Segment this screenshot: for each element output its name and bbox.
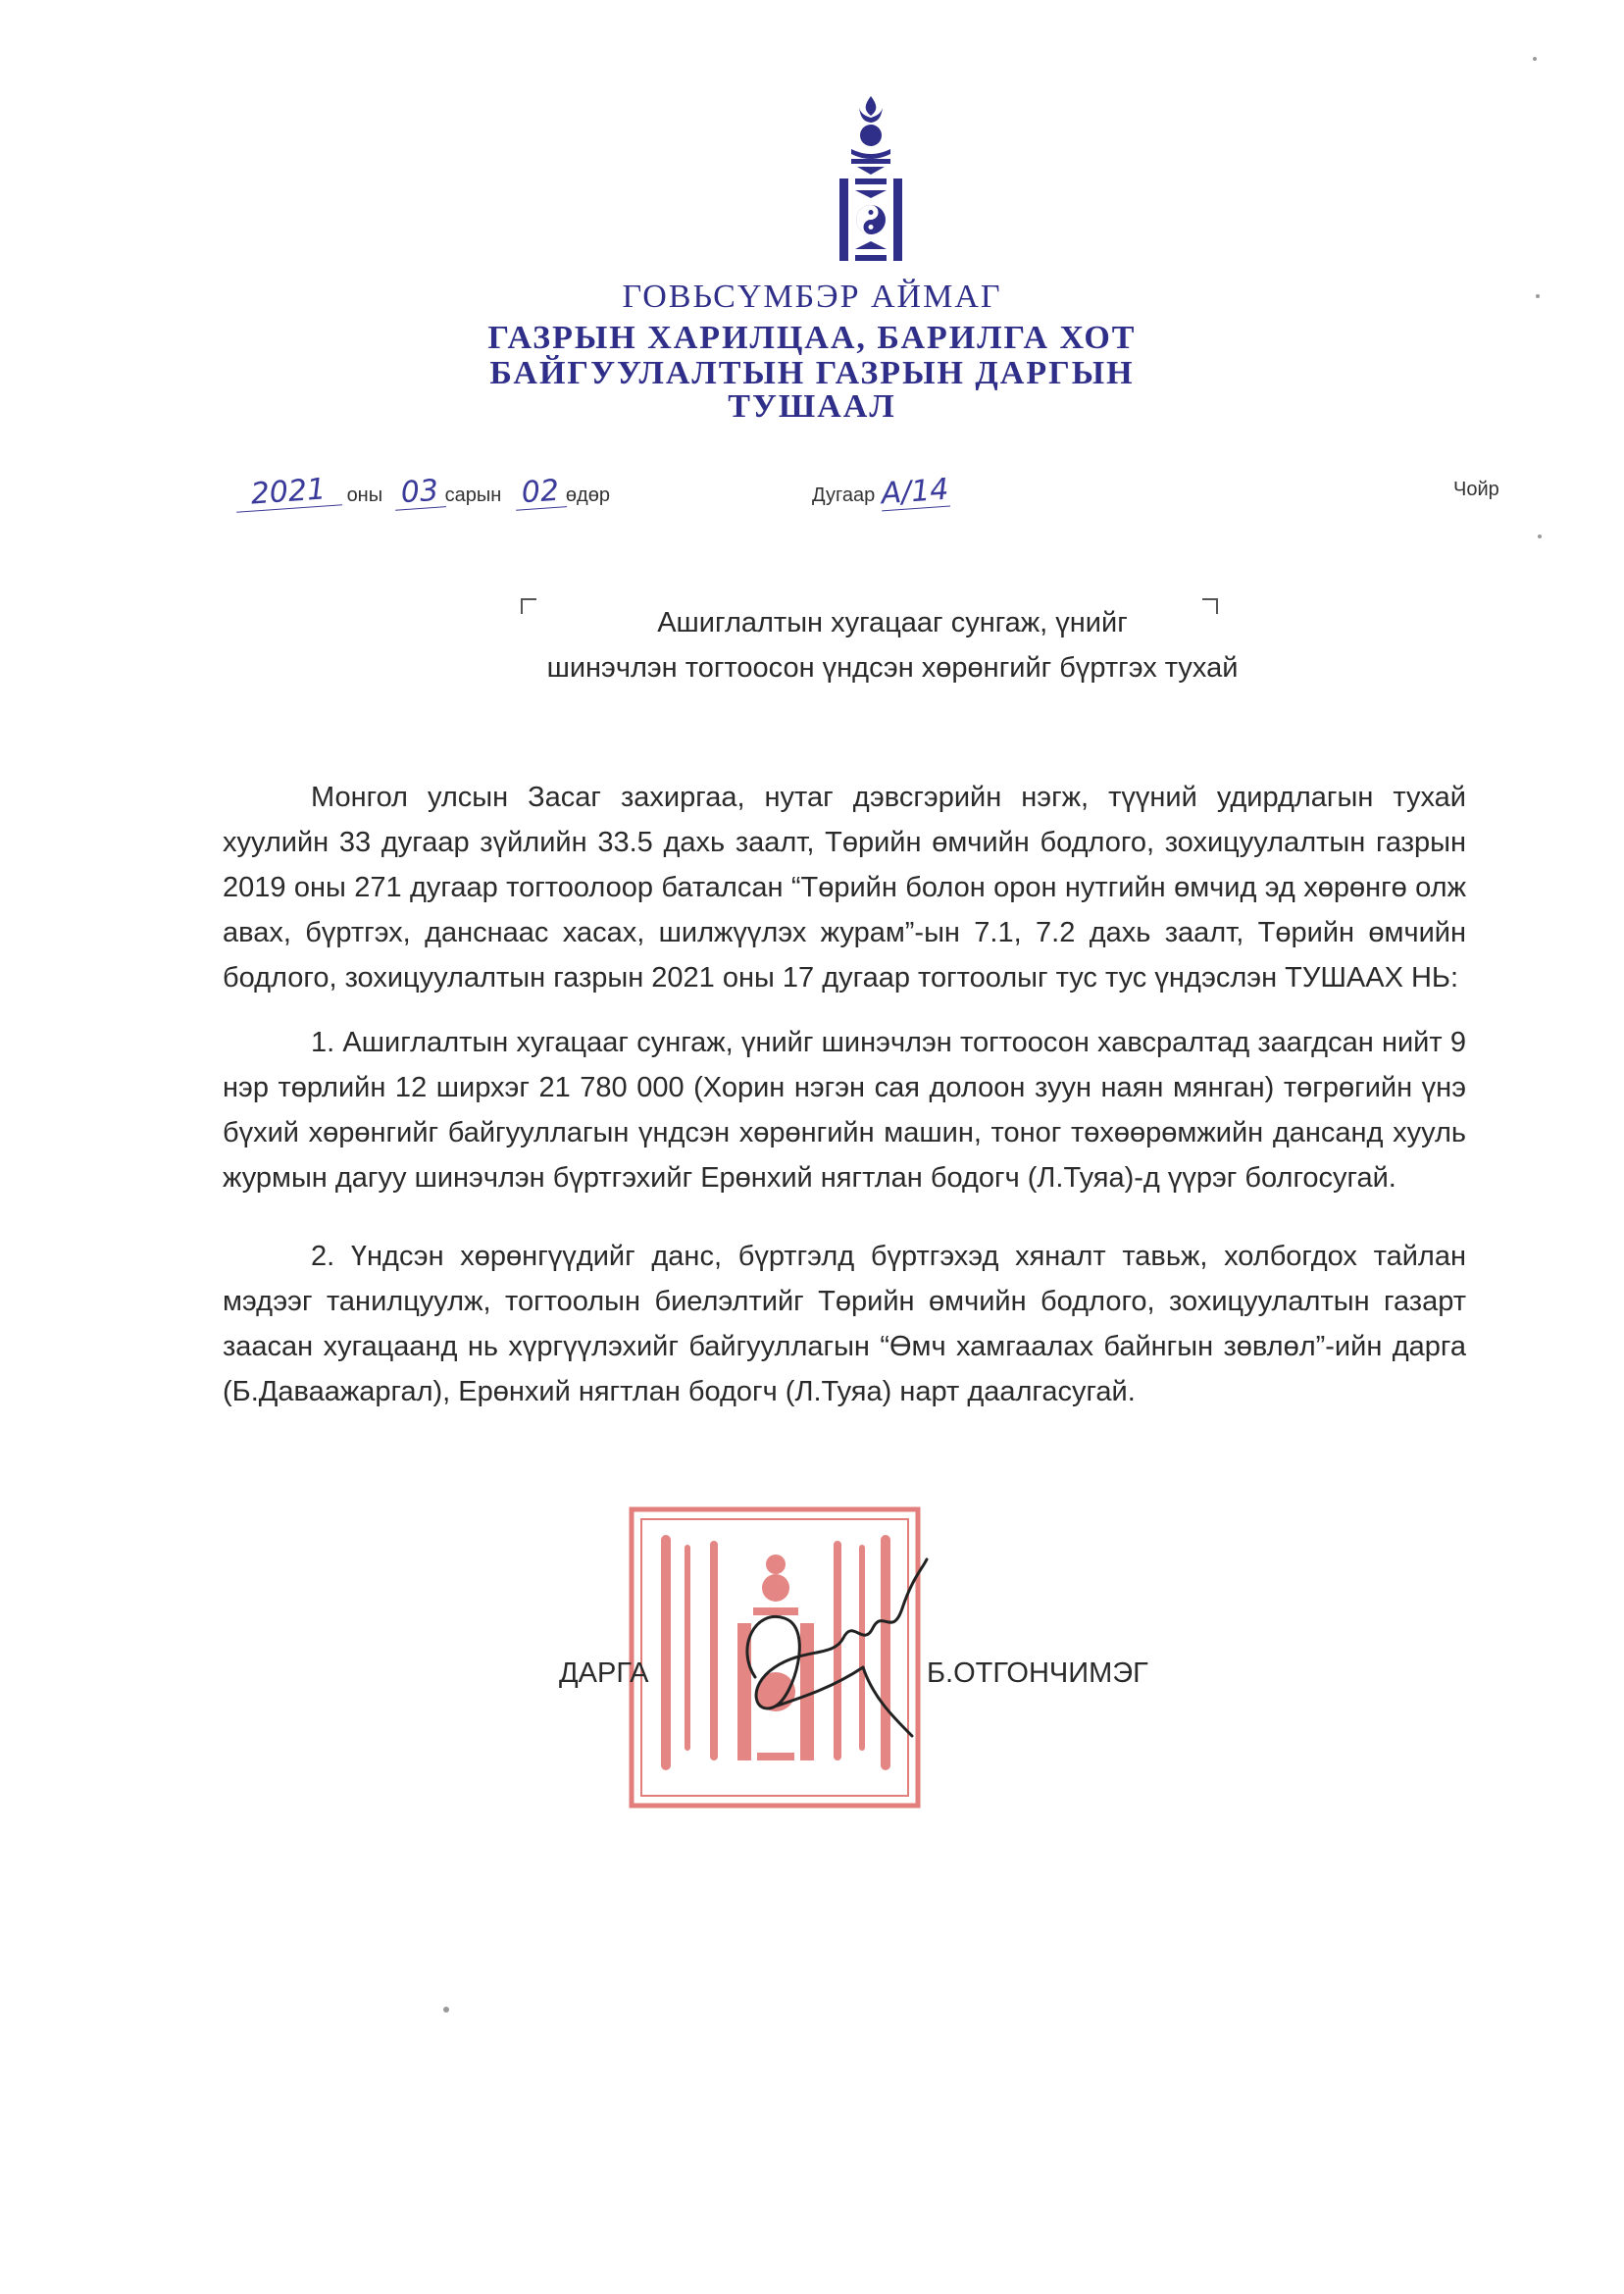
subject-line1: Ашиглалтын хугацааг сунгаж, үнийг — [657, 607, 1128, 638]
order-item-1: 1. Ашиглалтын хугацааг сунгаж, үнийг шинэчлэн тогтоосон хавсралтад заагдсан нийт 9 нэр төрлийн 12 ширхэг 21 780 000 (Хорин нэгэн сая долоон зуун наян мянган) төгрөгийн үнэ бүхий хөрөнгийг байгууллагын үндсэн хөрөнгийн машин, тоног төхөөрөмжийн дансанд хууль журмын дагуу шинэчлэн бүртгэхийг Ерөнхий нягтлан бодогч (Л.Туяа)-д үүрэг болгосугай. — [223, 1027, 1466, 1194]
signer-name: Б.ОТГОНЧИМЭГ — [927, 1657, 1148, 1689]
scan-speck — [1533, 57, 1537, 61]
date-month-label: сарын — [444, 484, 502, 506]
document-number-label: Дугаар — [812, 484, 876, 506]
scan-speck — [1536, 294, 1540, 298]
organization-name-line2: БАЙГУУЛАЛТЫН ГАЗРЫН ДАРГЫН — [489, 355, 1135, 391]
date-month: 03 — [393, 475, 446, 511]
signer-role: ДАРГА — [559, 1657, 649, 1689]
scan-speck — [443, 2007, 449, 2013]
organization-name-line1: ГАЗРЫН ХАРИЛЦАА, БАРИЛГА ХОТ — [487, 320, 1137, 356]
issuing-region: ГОВЬСҮМБЭР АЙМАГ — [622, 279, 1002, 315]
date-year: 2021 — [234, 473, 342, 512]
order-item-2: 2. Үндсэн хөрөнгүүдийг данс, бүртгэлд бүртгэхэд хяналт тавьж, холбогдох тайлан мэдээг танилцуулж, тогтоолын биелэлтийг Төрийн өмчийн бодлого, зохицуулалтын газарт заасан хугацаанд нь хүргүүлэхийг байгууллагын “Өмч хамгаалах байнгын зөвлөл”-ийн дарга (Б.Даваажаргал), Ерөнхий нягтлан бодогч (Л.Туяа) нарт даалгасугай. — [223, 1241, 1466, 1407]
scan-speck — [1538, 535, 1542, 538]
document-date — [235, 472, 610, 512]
document-type: ТУШААЛ — [728, 388, 896, 425]
date-day: 02 — [514, 475, 567, 511]
document-number — [812, 472, 950, 512]
document-body — [223, 775, 1466, 1414]
document-subject — [392, 600, 1393, 690]
handwritten-signature — [716, 1550, 941, 1756]
issue-city: Чойр — [1453, 479, 1499, 500]
soyombo-emblem-icon — [822, 94, 920, 267]
document-number-value: А/14 — [880, 472, 950, 512]
subject-line2: шинэчлэн тогтоосон үндсэн хөрөнгийг бүртгэх тухай — [546, 652, 1239, 684]
date-day-label: өдөр — [565, 484, 610, 506]
preamble-paragraph: Монгол улсын Засаг захиргаа, нутаг дэвсгэрийн нэгж, түүний удирдлагын тухай хуулийн 33 дугаар зүйлийн 33.5 дахь заалт, Төрийн өмчийн бодлого, зохицуулалтын газрын 2019 оны 271 дугаар тогтоолоор баталсан “Төрийн болон орон нутгийн өмчид эд хөрөнгө олж авах, бүртгэх, данснаас хасах, шилжүүлэх журам”-ын 7.1, 7.2 дахь заалт, Төрийн өмчийн бодлого, зохицуулалтын газрын 2021 оны 17 дугаар тогтоолыг тус тус үндэслэн ТУШААХ НЬ: — [223, 782, 1466, 994]
date-year-label: оны — [346, 484, 383, 506]
